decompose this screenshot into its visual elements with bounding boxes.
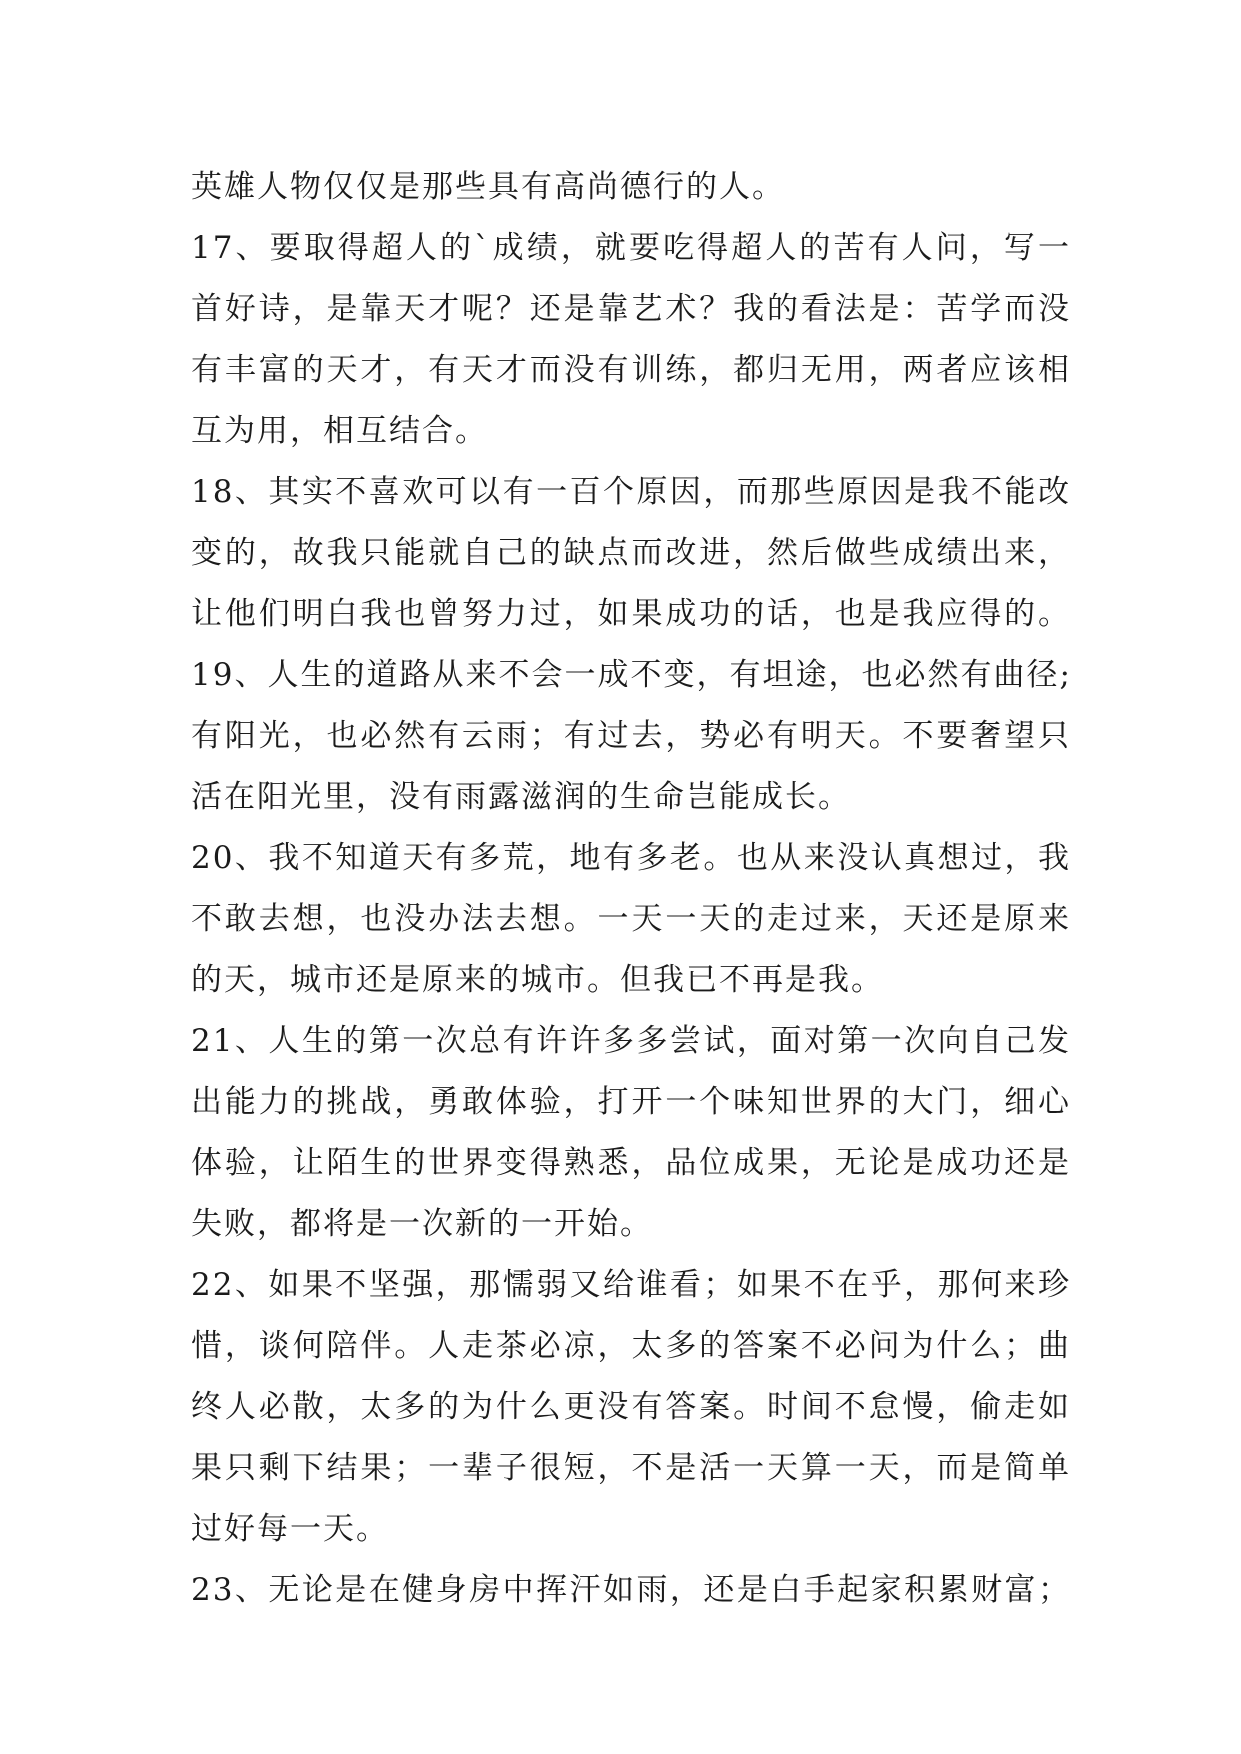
text-line: 活在阳光里，没有雨露滋润的生命岂能成长。 (191, 779, 851, 815)
text-line: 英雄人物仅仅是那些具有高尚德行的人。 (191, 169, 785, 205)
text-line: 20、我不知道天有多荒，地有多老。也从来没认真想过，我 (191, 840, 1071, 876)
text-line: 体验，让陌生的世界变得熟悉，品位成果，无论是成功还是 (191, 1145, 1071, 1181)
text-line: 变的，故我只能就自己的缺点而改进，然后做些成绩出来， (191, 535, 1071, 571)
text-line: 有丰富的天才，有天才而没有训练，都归无用，两者应该相 (191, 352, 1071, 388)
text-line: 互为用，相互结合。 (191, 413, 488, 449)
text-line: 出能力的挑战，勇敢体验，打开一个味知世界的大门，细心 (191, 1084, 1071, 1120)
body-text (191, 157, 1071, 1621)
text-line: 让他们明白我也曾努力过，如果成功的话，也是我应得的。 (191, 596, 1071, 632)
text-line: 17、要取得超人的`成绩，就要吃得超人的苦有人问，写一 (191, 230, 1071, 266)
text-line: 失败，都将是一次新的一开始。 (191, 1206, 653, 1242)
text-line: 的天，城市还是原来的城市。但我已不再是我。 (191, 962, 884, 998)
text-line: 有阳光，也必然有云雨；有过去，势必有明天。不要奢望只 (191, 718, 1071, 754)
text-line: 首好诗，是靠天才呢？还是靠艺术？我的看法是：苦学而没 (191, 291, 1071, 327)
text-line: 终人必散，太多的为什么更没有答案。时间不怠慢，偷走如 (191, 1389, 1071, 1425)
text-line: 22、如果不坚强，那懦弱又给谁看；如果不在乎，那何来珍 (191, 1267, 1071, 1303)
text-line: 不敢去想，也没办法去想。一天一天的走过来，天还是原来 (191, 901, 1071, 937)
text-line: 21、人生的第一次总有许许多多尝试，面对第一次向自己发 (191, 1023, 1071, 1059)
text-line: 18、其实不喜欢可以有一百个原因，而那些原因是我不能改 (191, 474, 1071, 510)
text-line: 果只剩下结果；一辈子很短，不是活一天算一天，而是简单 (191, 1450, 1071, 1486)
text-line: 19、人生的道路从来不会一成不变，有坦途，也必然有曲径; (191, 657, 1072, 693)
text-line: 23、无论是在健身房中挥汗如雨，还是白手起家积累财富； (191, 1572, 1071, 1608)
text-line: 过好每一天。 (191, 1511, 389, 1547)
text-line: 惜，谈何陪伴。人走茶必凉，太多的答案不必问为什么；曲 (191, 1328, 1071, 1364)
